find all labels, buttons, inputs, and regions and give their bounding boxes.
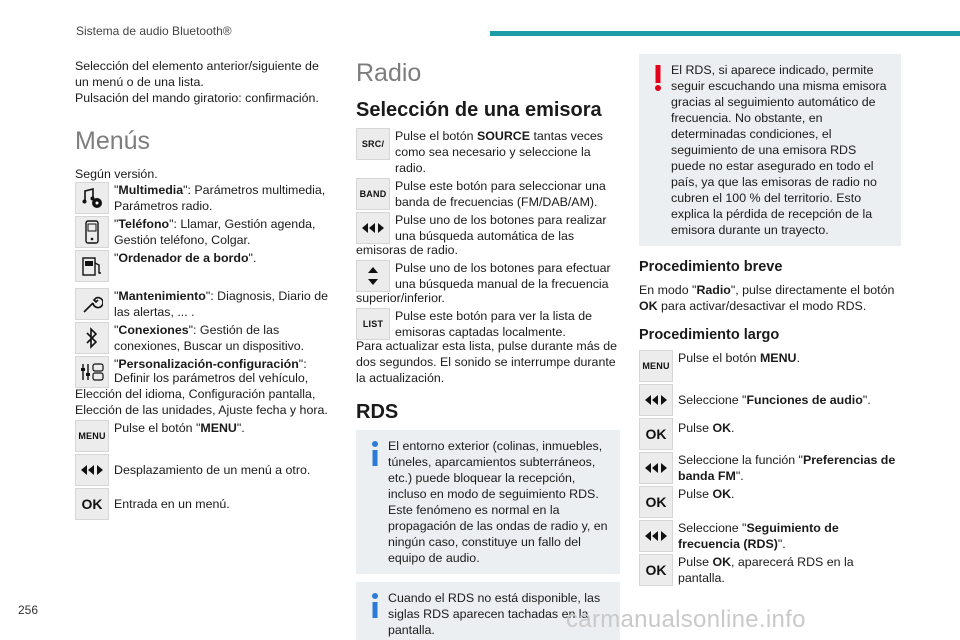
menu-item-conexiones: "Conexiones": Gestión de las conexiones, Buscar un dispositivo. <box>75 322 335 354</box>
rds-warning-text: El RDS, si aparece indicado, permite seguir escuchando una misma emisora gracias al seguimiento automático de frecuencia. No obstante, en determinadas condiciones, el seguimiento de una emisora RDS puede no estar asegurado en todo el país, ya que las emisoras de radio no cubren el 100 % del territorio. Esto explica la pérdida de recepción de la emisora durante un trayecto. <box>671 63 887 237</box>
source-bold: SOURCE <box>476 129 530 143</box>
warning-icon <box>651 64 665 92</box>
auto-text-cont: emisoras de radio. <box>356 243 458 257</box>
manual-text-cont: superior/inferior. <box>356 291 445 305</box>
ok-button-label: OK <box>645 494 667 510</box>
source-button[interactable] <box>356 128 390 160</box>
rds-info-text-2: Cuando el RDS no está disponible, las siglas RDS aparecen tachadas en la pantalla. <box>388 591 601 637</box>
step3-pre: Pulse <box>678 421 713 435</box>
header-accent-bar <box>490 31 960 36</box>
step3-post: . <box>731 421 735 435</box>
ok-button[interactable] <box>639 554 673 586</box>
step-frequency-tracking <box>639 520 901 552</box>
select-station-heading: Selección de una emisora <box>356 99 602 121</box>
menu-item-ordenador: "Ordenador de a bordo". <box>75 250 335 282</box>
band-button-label: BAND <box>359 189 387 199</box>
step5-bold: OK <box>712 487 732 501</box>
column-rds <box>639 58 901 588</box>
step5-pre: Pulse <box>678 487 713 501</box>
fuel-computer-icon <box>75 250 109 282</box>
prev-next-arrows-icon[interactable] <box>639 520 673 552</box>
multimedia-icon <box>75 182 109 214</box>
source-post: tantas veces como sea necesario y seleccione la radio. <box>395 129 604 175</box>
multimedia-desc: : Parámetros multimedia, Parámetros radio. <box>114 183 326 213</box>
manual-search-row <box>356 260 620 292</box>
brief-post: para activar/desactivar el modo RDS. <box>657 299 867 313</box>
step6-bold: Seguimiento de frecuencia (RDS) <box>678 521 839 551</box>
step7-bold: OK <box>712 555 732 569</box>
menu-pre: Pulse el botón " <box>114 421 201 435</box>
column-radio <box>356 58 620 640</box>
menu-button[interactable] <box>75 420 109 452</box>
brief-radio: Radio <box>696 283 731 297</box>
auto-text: Pulse uno de los botones para realizar una búsqueda automática de las <box>395 213 607 243</box>
rds-info-text-1: El entorno exterior (colinas, inmuebles, túneles, aparcamientos subterráneos, etc.) puede bloquear la recepción, incluso en modo de seguimiento RDS. Este fenómeno es normal en la propagación de las ondas de radio y, en ningún caso, constituye un fallo del equipo de audio. <box>388 439 608 565</box>
step1-bold: MENU <box>759 351 797 365</box>
step-ok-2 <box>639 486 901 518</box>
ok-button-row <box>75 488 335 520</box>
rds-heading: RDS <box>356 401 399 423</box>
step-ok-3 <box>639 554 901 586</box>
telefono-desc: : Llamar, Gestión agenda, Gestión teléfono, Colgar. <box>114 217 316 247</box>
brief-ok: OK <box>639 299 658 313</box>
source-row <box>356 128 620 176</box>
step-fm-preferences <box>639 452 901 484</box>
mantenimiento-desc: : Diagnosis, Diario de las alertas, ... . <box>114 289 329 319</box>
step7-post: , aparecerá RDS en la pantalla. <box>678 555 854 585</box>
watermark[interactable]: carmanualsonline.info <box>566 606 806 633</box>
personalizacion-colon: : <box>303 357 307 371</box>
ordenador-desc: . <box>252 251 257 265</box>
conexiones-desc: : Gestión de las conexiones, Buscar un dispositivo. <box>114 323 305 353</box>
step2-pre: Seleccione " <box>678 393 747 407</box>
conexiones-label: Conexiones <box>118 323 189 337</box>
ok-button-label: OK <box>645 426 667 442</box>
list-button-label: LIST <box>362 319 384 329</box>
version-note: Según versión. <box>75 167 158 181</box>
seek-arrows-icon[interactable] <box>356 212 390 244</box>
ordenador-label: Ordenador de a bordo <box>118 251 249 265</box>
long-procedure-heading: Procedimiento largo <box>639 327 780 343</box>
up-down-arrows-icon[interactable] <box>356 260 390 292</box>
menus-heading: Menús <box>75 127 151 155</box>
brief-procedure-text <box>639 282 901 314</box>
ok-button-label: OK <box>81 496 103 512</box>
step1-post: . <box>796 351 800 365</box>
ok-button-label: OK <box>645 562 667 578</box>
step7-pre: Pulse <box>678 555 713 569</box>
intro-confirm: Pulsación del mando giratorio: confirmación. <box>75 91 319 105</box>
prev-next-arrows-icon[interactable] <box>75 454 109 486</box>
source-button-label: SRC/ <box>361 139 385 149</box>
brief-mid: ", pulse directamente el botón <box>730 283 895 297</box>
menu-button-label: MENU <box>78 431 106 441</box>
auto-search-row <box>356 212 620 244</box>
intro-select: Selección del elemento anterior/siguiente de un menú o de una lista. <box>75 59 319 89</box>
phone-icon <box>75 216 109 248</box>
step6-pre: Seleccione " <box>678 521 747 535</box>
prev-next-arrows-icon[interactable] <box>639 384 673 416</box>
list-row <box>356 308 620 340</box>
step-ok-1 <box>639 418 901 450</box>
step6-post: ". <box>777 537 786 551</box>
menu-item-mantenimiento: "Mantenimiento": Diagnosis, Diario de las alertas, ... . <box>75 288 335 320</box>
menu-button[interactable] <box>639 350 673 382</box>
menu-post: ". <box>236 421 245 435</box>
menu-item-multimedia: "Multimedia": Parámetros multimedia, Parámetros radio. <box>75 182 335 214</box>
step2-post: ". <box>862 393 871 407</box>
step4-bold: Preferencias de banda FM <box>678 453 896 483</box>
band-text: Pulse este botón para seleccionar una banda de frecuencias (FM/DAB/AM). <box>395 179 606 209</box>
step1-pre: Pulse el botón <box>678 351 760 365</box>
telefono-label: Teléfono <box>118 217 170 231</box>
running-header: Sistema de audio Bluetooth® <box>76 24 232 38</box>
wrench-icon <box>75 288 109 320</box>
brief-procedure-heading: Procedimiento breve <box>639 259 783 275</box>
step4-post: ". <box>735 469 744 483</box>
nav-text: Desplazamiento de un menú a otro. <box>114 463 311 477</box>
menu-button-label: MENU <box>642 361 670 371</box>
settings-icon <box>75 356 109 388</box>
step5-post: . <box>731 487 735 501</box>
list-text: Pulse este botón para ver la lista de emisoras captadas localmente. <box>395 309 592 339</box>
step3-bold: OK <box>712 421 732 435</box>
list-text-cont: Para actualizar esta lista, pulse durante más de dos segundos. El sonido se interrumpe durante la actualización. <box>356 339 618 385</box>
step-menu <box>639 350 901 382</box>
list-button[interactable] <box>356 308 390 340</box>
bluetooth-icon <box>75 322 109 354</box>
band-row <box>356 178 620 210</box>
info-icon <box>368 592 382 620</box>
ok-button[interactable] <box>639 486 673 518</box>
ok-text: Entrada en un menú. <box>114 497 230 511</box>
multimedia-label: Multimedia <box>118 183 184 197</box>
menu-item-telefono: "Teléfono": Llamar, Gestión agenda, Gestión teléfono, Colgar. <box>75 216 335 248</box>
band-button[interactable] <box>356 178 390 210</box>
nav-button-row <box>75 454 335 486</box>
step-audio-functions <box>639 384 901 416</box>
prev-next-arrows-icon[interactable] <box>639 452 673 484</box>
column-menus <box>75 58 335 522</box>
menu-button-row <box>75 420 335 452</box>
personalizacion-desc-text: Definir los parámetros del vehículo, Elección del idioma, Configuración pantalla, Elección de las unidades, Ajuste fecha y hora. <box>75 371 328 417</box>
page-number: 256 <box>18 603 39 617</box>
radio-heading: Radio <box>356 59 422 87</box>
ok-button[interactable] <box>639 418 673 450</box>
step2-bold: Funciones de audio <box>746 393 863 407</box>
manual-text: Pulse uno de los botones para efectuar una búsqueda manual de la frecuencia <box>395 261 611 291</box>
source-pre: Pulse el botón <box>395 129 477 143</box>
rds-warning-note <box>639 54 901 246</box>
menu-item-personalizacion: "Personalización-configuración": <box>75 356 335 388</box>
ok-button[interactable] <box>75 488 109 520</box>
mantenimiento-label: Mantenimiento <box>118 289 206 303</box>
brief-pre: En modo " <box>639 283 697 297</box>
info-icon <box>368 440 382 468</box>
menu-bold: MENU <box>200 421 237 435</box>
rds-info-note-1 <box>356 430 620 574</box>
step4-pre: Seleccione la función " <box>678 453 803 467</box>
personalizacion-label: Personalización-configuración <box>118 357 299 371</box>
